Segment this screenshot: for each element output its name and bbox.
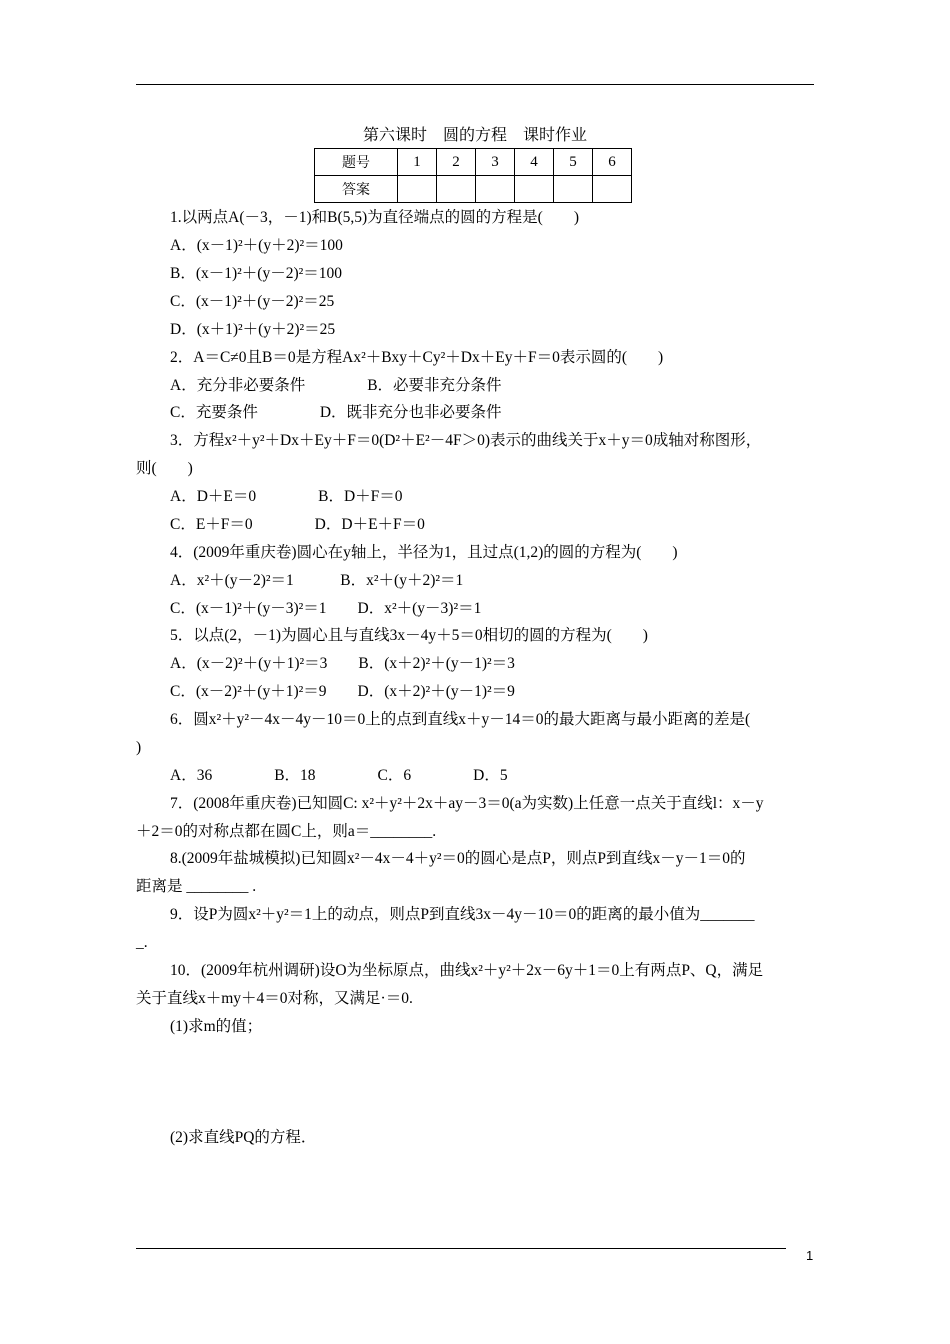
page-title: 第六课时 圆的方程 课时作业 (362, 127, 587, 144)
answer-cell[interactable] (554, 176, 593, 203)
question-1-stem: 1.以两点A(－3，－1)和B(5,5)为直径端点的圆的方程是( ) (170, 209, 580, 226)
question-6-stem: 6．圆x²＋y²－4x－4y－10＝0上的点到直线x＋y－14＝0的最大距离与最小距离的差是( (170, 711, 751, 728)
question-6-stem-cont: ) (136, 739, 142, 756)
question-10-part-2: (2)求直线PQ的方程． (170, 1129, 317, 1146)
question-10-stem-cont: 关于直线x＋my＋4＝0对称，又满足·＝0. (136, 990, 413, 1007)
question-1-option-c: C．(x－1)²＋(y－2)²＝25 (170, 293, 335, 310)
question-7-stem-cont: ＋2＝0的对称点都在圆C上，则a＝________. (136, 823, 437, 840)
answer-cell[interactable] (437, 176, 476, 203)
question-4-options-cd: C．(x－1)²＋(y－3)²＝1 D．x²＋(y－3)²＝1 (170, 600, 482, 617)
question-2-options-ab: A．充分非必要条件 B．必要非充分条件 (170, 377, 502, 394)
question-7-stem: 7．(2008年重庆卷)已知圆C: x²＋y²＋2x＋ay－3＝0(a为实数)上任意一点关于直线l：x－y (170, 795, 764, 812)
question-3-stem: 3．方程x²＋y²＋Dx＋Ey＋F＝0(D²＋E²－4F＞0)表示的曲线关于x＋y＝0成轴对称图形， (170, 432, 762, 449)
page-number: 1 (806, 1248, 814, 1263)
question-8-stem: 8.(2009年盐城模拟)已知圆x²－4x－4＋y²＝0的圆心是点P，则点P到直线x－y－1＝0的 (170, 850, 746, 867)
question-9-stem-cont: _. (136, 934, 148, 951)
row-label-number: 题号 (315, 149, 398, 176)
footer-rule (136, 1248, 786, 1249)
question-2-stem: 2．A＝C≠0且B＝0是方程Ax²＋Bxy＋Cy²＋Dx＋Ey＋F＝0表示圆的( ) (170, 349, 664, 366)
question-number-cell: 3 (476, 149, 515, 176)
answer-table-row-numbers (315, 149, 632, 176)
question-5-options-ab: A．(x－2)²＋(y＋1)²＝3 B．(x＋2)²＋(y－1)²＝3 (170, 655, 515, 672)
question-5-options-cd: C．(x－2)²＋(y＋1)²＝9 D．(x＋2)²＋(y－1)²＝9 (170, 683, 515, 700)
answer-table (314, 148, 632, 203)
answer-table-row-answers (315, 176, 632, 203)
question-number-cell: 5 (554, 149, 593, 176)
question-9-stem: 9．设P为圆x²＋y²＝1上的动点，则点P到直线3x－4y－10＝0的距离的最小值为_______ (170, 906, 755, 923)
question-1-option-d: D．(x＋1)²＋(y＋2)²＝25 (170, 321, 336, 338)
question-3-options-ab: A．D＋E＝0 B．D＋F＝0 (170, 488, 403, 505)
answer-cell[interactable] (515, 176, 554, 203)
question-number-cell: 1 (398, 149, 437, 176)
question-number-cell: 6 (593, 149, 632, 176)
answer-cell[interactable] (398, 176, 437, 203)
answer-cell[interactable] (476, 176, 515, 203)
question-10-part-1: (1)求m的值； (170, 1018, 263, 1035)
question-2-options-cd: C．充要条件 D．既非充分也非必要条件 (170, 404, 502, 421)
question-number-cell: 4 (515, 149, 554, 176)
question-3-stem-cont: 则( ) (136, 460, 193, 477)
question-8-stem-cont: 距离是 ________ . (136, 878, 257, 895)
question-5-stem: 5．以点(2，－1)为圆心且与直线3x－4y＋5＝0相切的圆的方程为( ) (170, 627, 648, 644)
answer-cell[interactable] (593, 176, 632, 203)
question-3-options-cd: C．E＋F＝0 D．D＋E＋F＝0 (170, 516, 425, 533)
question-4-options-ab: A．x²＋(y－2)²＝1 B．x²＋(y＋2)²＝1 (170, 572, 464, 589)
question-number-cell: 2 (437, 149, 476, 176)
question-10-stem: 10．(2009年杭州调研)设O为坐标原点，曲线x²＋y²＋2x－6y＋1＝0上有两点P、Q，满足 (170, 962, 764, 979)
question-1-option-a: A．(x－1)²＋(y＋2)²＝100 (170, 237, 343, 254)
row-label-answer: 答案 (315, 176, 398, 203)
question-1-option-b: B．(x－1)²＋(y－2)²＝100 (170, 265, 343, 282)
header-rule (136, 84, 814, 85)
question-6-options: A．36 B．18 C．6 D．5 (170, 767, 508, 784)
question-4-stem: 4．(2009年重庆卷)圆心在y轴上，半径为1，且过点(1,2)的圆的方程为( ) (170, 544, 678, 561)
